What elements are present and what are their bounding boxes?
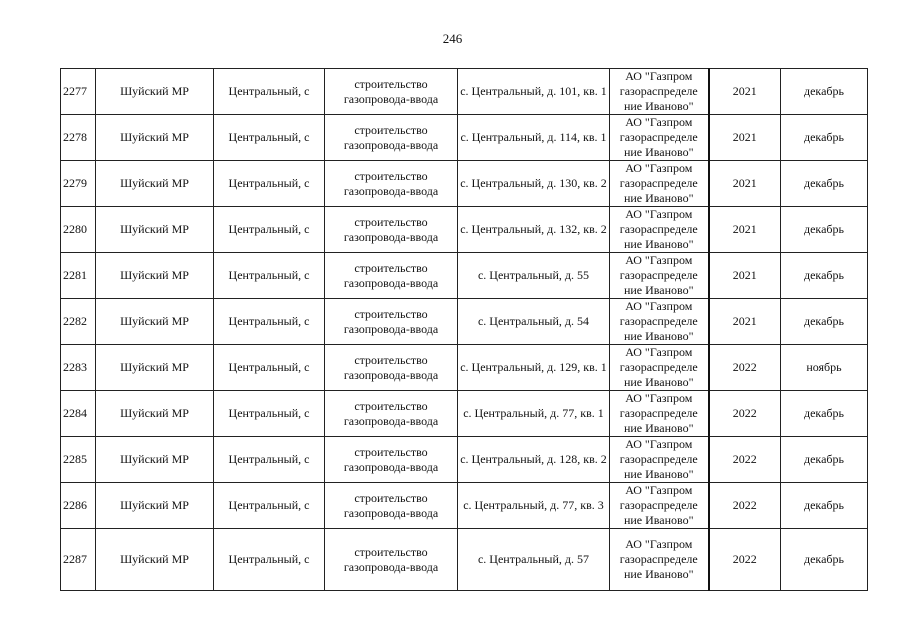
- organization-cell: АО "Газпром газораспределе ние Иваново": [610, 69, 709, 115]
- month-cell: декабрь: [781, 483, 868, 529]
- row-number-cell: 2287: [61, 529, 96, 591]
- year-cell: 2022: [709, 437, 781, 483]
- row-number-cell: 2283: [61, 345, 96, 391]
- table-row: [61, 207, 868, 253]
- district-cell: Шуйский МР: [96, 207, 214, 253]
- settlement-cell: Центральный, с: [214, 529, 325, 591]
- year-cell: 2022: [709, 391, 781, 437]
- address-cell: с. Центральный, д. 114, кв. 1: [458, 115, 610, 161]
- district-cell: Шуйский МР: [96, 529, 214, 591]
- district-cell: Шуйский МР: [96, 161, 214, 207]
- table-row: [61, 115, 868, 161]
- address-cell: с. Центральный, д. 54: [458, 299, 610, 345]
- work-type-cell: строительство газопровода-ввода: [325, 345, 458, 391]
- row-number-cell: 2281: [61, 253, 96, 299]
- table-row: [61, 345, 868, 391]
- work-type-cell: строительство газопровода-ввода: [325, 207, 458, 253]
- month-cell: декабрь: [781, 69, 868, 115]
- table-row: [61, 69, 868, 115]
- row-number-cell: 2278: [61, 115, 96, 161]
- address-cell: с. Центральный, д. 130, кв. 2: [458, 161, 610, 207]
- organization-cell: АО "Газпром газораспределе ние Иваново": [610, 207, 709, 253]
- work-type-cell: строительство газопровода-ввода: [325, 299, 458, 345]
- year-cell: 2021: [709, 69, 781, 115]
- organization-cell: АО "Газпром газораспределе ние Иваново": [610, 483, 709, 529]
- address-cell: с. Центральный, д. 129, кв. 1: [458, 345, 610, 391]
- settlement-cell: Центральный, с: [214, 115, 325, 161]
- table-row: [61, 437, 868, 483]
- month-cell: декабрь: [781, 253, 868, 299]
- year-cell: 2021: [709, 299, 781, 345]
- month-cell: декабрь: [781, 207, 868, 253]
- table-row: [61, 253, 868, 299]
- month-cell: ноябрь: [781, 345, 868, 391]
- organization-cell: АО "Газпром газораспределе ние Иваново": [610, 299, 709, 345]
- address-cell: с. Центральный, д. 77, кв. 1: [458, 391, 610, 437]
- organization-cell: АО "Газпром газораспределе ние Иваново": [610, 115, 709, 161]
- settlement-cell: Центральный, с: [214, 207, 325, 253]
- work-type-cell: строительство газопровода-ввода: [325, 483, 458, 529]
- settlement-cell: Центральный, с: [214, 391, 325, 437]
- year-cell: 2022: [709, 483, 781, 529]
- work-type-cell: строительство газопровода-ввода: [325, 115, 458, 161]
- district-cell: Шуйский МР: [96, 345, 214, 391]
- work-type-cell: строительство газопровода-ввода: [325, 161, 458, 207]
- year-cell: 2021: [709, 253, 781, 299]
- settlement-cell: Центральный, с: [214, 161, 325, 207]
- settlement-cell: Центральный, с: [214, 483, 325, 529]
- row-number-cell: 2286: [61, 483, 96, 529]
- month-cell: декабрь: [781, 161, 868, 207]
- work-type-cell: строительство газопровода-ввода: [325, 437, 458, 483]
- work-type-cell: строительство газопровода-ввода: [325, 391, 458, 437]
- row-number-cell: 2280: [61, 207, 96, 253]
- month-cell: декабрь: [781, 115, 868, 161]
- row-number-cell: 2284: [61, 391, 96, 437]
- address-cell: с. Центральный, д. 132, кв. 2: [458, 207, 610, 253]
- year-cell: 2022: [709, 345, 781, 391]
- work-type-cell: строительство газопровода-ввода: [325, 529, 458, 591]
- settlement-cell: Центральный, с: [214, 299, 325, 345]
- organization-cell: АО "Газпром газораспределе ние Иваново": [610, 253, 709, 299]
- settlement-cell: Центральный, с: [214, 437, 325, 483]
- table-row: [61, 529, 868, 591]
- organization-cell: АО "Газпром газораспределе ние Иваново": [610, 437, 709, 483]
- organization-cell: АО "Газпром газораспределе ние Иваново": [610, 529, 709, 591]
- row-number-cell: 2285: [61, 437, 96, 483]
- table-row: [61, 299, 868, 345]
- work-type-cell: строительство газопровода-ввода: [325, 253, 458, 299]
- address-cell: с. Центральный, д. 101, кв. 1: [458, 69, 610, 115]
- year-cell: 2021: [709, 161, 781, 207]
- district-cell: Шуйский МР: [96, 391, 214, 437]
- district-cell: Шуйский МР: [96, 115, 214, 161]
- month-cell: декабрь: [781, 437, 868, 483]
- settlement-cell: Центральный, с: [214, 345, 325, 391]
- row-number-cell: 2277: [61, 69, 96, 115]
- year-cell: 2022: [709, 529, 781, 591]
- district-cell: Шуйский МР: [96, 69, 214, 115]
- district-cell: Шуйский МР: [96, 299, 214, 345]
- page-number: 246: [442, 31, 463, 46]
- district-cell: Шуйский МР: [96, 437, 214, 483]
- organization-cell: АО "Газпром газораспределе ние Иваново": [610, 391, 709, 437]
- address-cell: с. Центральный, д. 128, кв. 2: [458, 437, 610, 483]
- registry-table: [60, 68, 868, 591]
- address-cell: с. Центральный, д. 77, кв. 3: [458, 483, 610, 529]
- row-number-cell: 2282: [61, 299, 96, 345]
- table-row: [61, 483, 868, 529]
- month-cell: декабрь: [781, 529, 868, 591]
- address-cell: с. Центральный, д. 57: [458, 529, 610, 591]
- year-cell: 2021: [709, 207, 781, 253]
- table-row: [61, 391, 868, 437]
- work-type-cell: строительство газопровода-ввода: [325, 69, 458, 115]
- address-cell: с. Центральный, д. 55: [458, 253, 610, 299]
- district-cell: Шуйский МР: [96, 253, 214, 299]
- organization-cell: АО "Газпром газораспределе ние Иваново": [610, 161, 709, 207]
- month-cell: декабрь: [781, 299, 868, 345]
- month-cell: декабрь: [781, 391, 868, 437]
- year-cell: 2021: [709, 115, 781, 161]
- settlement-cell: Центральный, с: [214, 253, 325, 299]
- table-body: [61, 69, 868, 591]
- organization-cell: АО "Газпром газораспределе ние Иваново": [610, 345, 709, 391]
- table-row: [61, 161, 868, 207]
- settlement-cell: Центральный, с: [214, 69, 325, 115]
- district-cell: Шуйский МР: [96, 483, 214, 529]
- row-number-cell: 2279: [61, 161, 96, 207]
